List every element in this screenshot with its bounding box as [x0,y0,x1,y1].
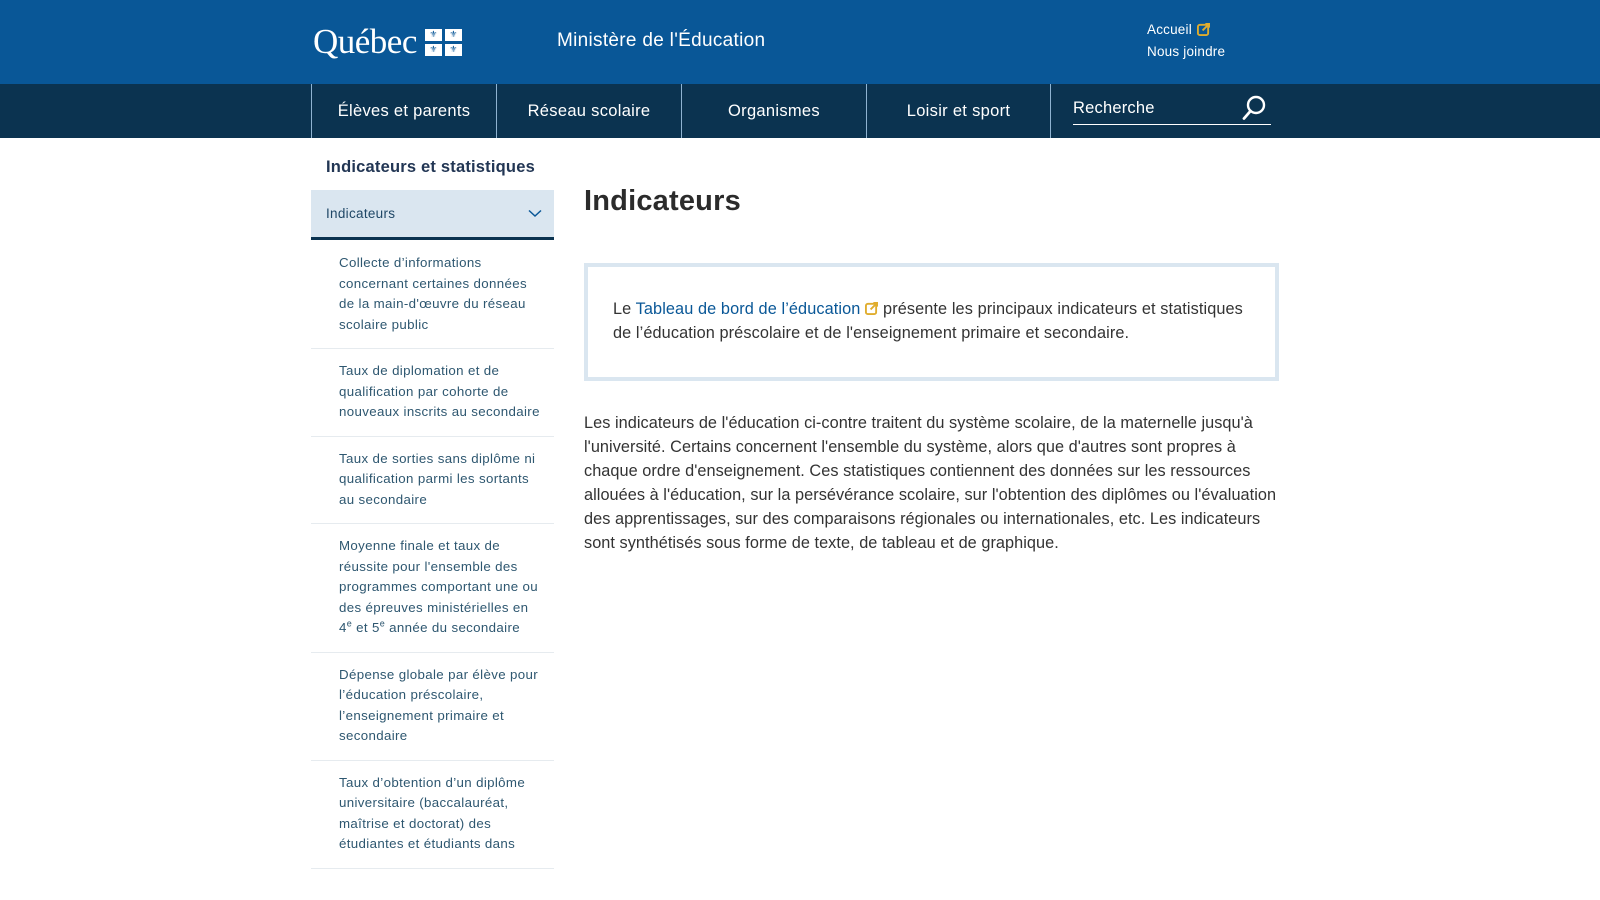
nav-item-eleves-et-parents[interactable]: Élèves et parents [311,84,496,138]
intro-paragraph: Les indicateurs de l'éducation ci-contre traitent du système scolaire, de la maternelle jusqu'à l'université. Certains concernent l'ensemble du système, alors que d'autres sont propres à chaque ordre d'enseignement. Ces statistiques contiennent des données sur les ressources allouées à l'éducation, sur la persévérance scolaire, sur l'obtention des diplômes ou l'évaluation des apprentissages, sur des comparaisons régionales ou internationales, etc. Les indicateurs sont synthétisés sous forme de texte, de tableau et de graphique. [584,414,1277,552]
label-part: Moyenne finale et taux de réussite pour l'ensemble des programmes comportant une ou des épreuves ministérielles en 4 [339,538,539,635]
tableau-de-bord-link[interactable] [636,300,861,318]
callout-box [584,263,1279,381]
fleur-de-lys-icon: ⚜ [445,29,462,41]
search-icon [1241,94,1267,122]
callout-suffix: présente les principaux indicateurs et statistiques de l’éducation préscolaire et de l'enseignement primaire et secondaire. [613,300,1243,342]
sidebar-item-collecte-informations[interactable]: Collecte d’informations concernant certaines données de la main-d'œuvre du réseau scolaire public [311,240,554,349]
search-box [1073,94,1271,125]
sidebar-item-taux-obtention-diplome[interactable]: Taux d’obtention d’un diplôme universitaire (baccalauréat, maîtrise et doctorat) des étudiantes et étudiants dans [311,761,554,869]
nous-joindre-link-label: Nous joindre [1147,43,1226,59]
sidebar-item-taux-diplomation[interactable]: Taux de diplomation et de qualification par cohorte de nouveaux inscrits au secondaire [311,349,554,437]
main-content [584,150,1279,555]
page-title: Indicateurs [584,185,741,217]
external-link-icon [1197,23,1210,36]
fleur-de-lys-flag-icon [425,29,462,56]
sidebar [311,150,554,869]
sidebar-item-taux-sorties[interactable]: Taux de sorties sans diplôme ni qualification parmi les sortants au secondaire [311,437,554,525]
top-header [0,0,1600,84]
quebec-logo[interactable] [313,22,462,62]
ministry-name: Ministère de l'Éducation [557,30,766,51]
sidebar-item-moyenne-finale[interactable] [311,524,554,653]
superscript: e [379,618,386,629]
sidebar-item-depense-globale[interactable]: Dépense globale par élève pour l’éducation préscolaire, l’enseignement primaire et secondaire [311,653,554,761]
accueil-link-label: Accueil [1147,21,1192,37]
tableau-de-bord-link-label: Tableau de bord de l’éducation [635,300,861,318]
callout-text [613,297,1251,345]
main-nav [0,84,1600,138]
search-button[interactable] [1241,94,1267,122]
external-link-icon [865,302,878,315]
nav-item-organismes[interactable]: Organismes [681,84,866,138]
chevron-down-icon [528,209,542,218]
sidebar-list [311,240,554,869]
fleur-de-lys-icon: ⚜ [425,44,442,56]
nav-item-loisir-et-sport[interactable]: Loisir et sport [866,84,1051,138]
superscript: e [346,618,353,629]
accueil-link[interactable] [1147,18,1225,40]
utility-links [1147,18,1225,62]
fleur-de-lys-icon: ⚜ [445,44,462,56]
logo-wordmark: Québec [313,22,417,61]
nous-joindre-link[interactable] [1147,40,1225,62]
sidebar-section-label: Indicateurs [326,206,396,221]
label-part: et 5 [352,620,380,635]
callout-prefix: Le [613,300,636,318]
sidebar-section-indicateurs[interactable] [311,190,554,240]
fleur-de-lys-icon: ⚜ [425,29,442,41]
search-input[interactable] [1073,96,1233,120]
label-part: année du secondaire [385,620,520,635]
sidebar-title[interactable]: Indicateurs et statistiques [326,158,535,176]
nav-item-reseau-scolaire[interactable]: Réseau scolaire [496,84,681,138]
